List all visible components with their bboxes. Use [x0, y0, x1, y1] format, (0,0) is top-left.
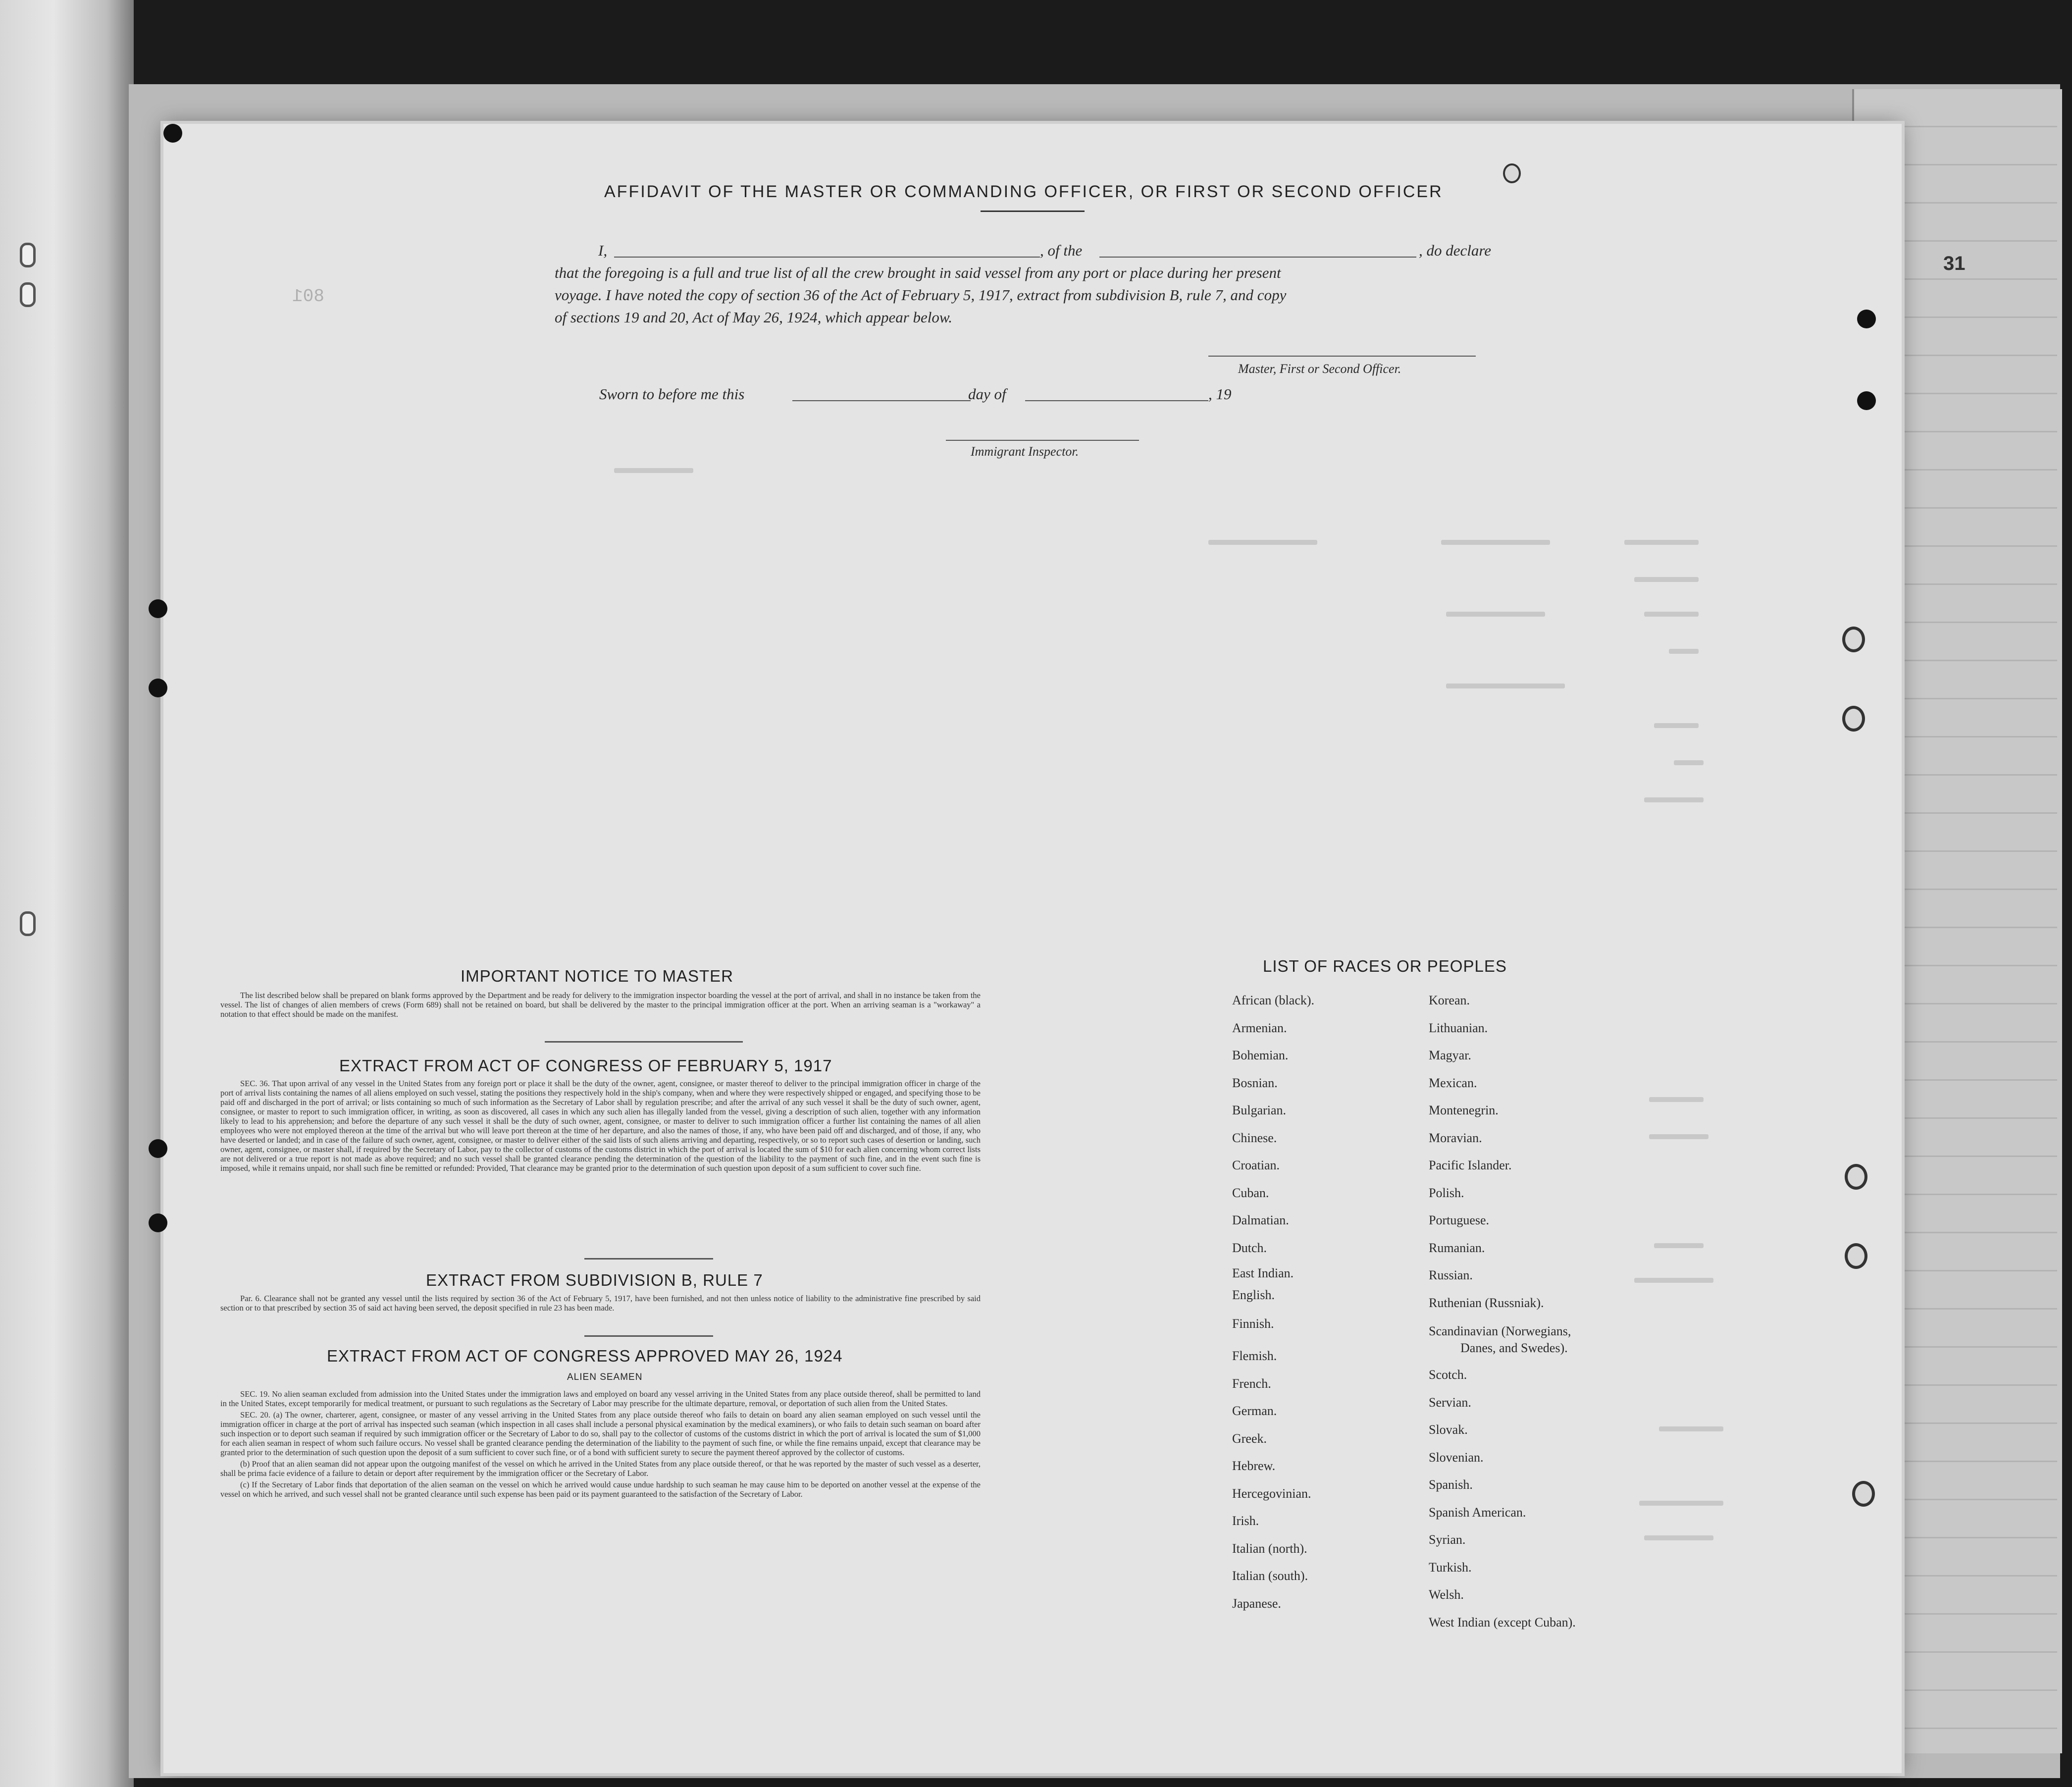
- race-item: Finnish.: [1232, 1316, 1274, 1331]
- bleed-through-mark: [1654, 723, 1699, 728]
- sec-20a: SEC. 20. (a) The owner, charterer, agent, consignee, or master of any vessel arriving in the United States from any place outside thereof who fails to detain on board any alien seaman employed on such vessel until the immigration officer in charge at the port of arrival has inspected such seaman (which inspection in all cases shall include a personal physical examination by the medical examiners), or who fails to detain such seaman on board after such inspection or to deport such seaman if required by such immigration officer or the Secretary of Labor to do so, shall pay to the collector of customs of the customs district in which the port of arrival is located the sum of $1,000 for each alien seaman in respect of whom such failure occurs. No vessel shall be granted clearance pending the determination of the liability to the payment of such fine, or while the fine remains unpaid, except that clearance may be granted prior to the determination of such question upon the deposit of a sum sufficient to cover such fine, or of a bond with sufficient surety to secure the payment thereof approved by the collector of customs.: [220, 1410, 981, 1457]
- race-item: Cuban.: [1232, 1185, 1269, 1200]
- declaration-i: I,: [598, 242, 608, 259]
- section-rule: [584, 1258, 713, 1260]
- race-item: Flemish.: [1232, 1349, 1277, 1363]
- extract-1917-title: EXTRACT FROM ACT OF CONGRESS OF FEBRUARY 5, 1917: [339, 1056, 832, 1075]
- race-item: Italian (north).: [1232, 1541, 1307, 1556]
- race-item: English.: [1232, 1288, 1275, 1302]
- name-blank[interactable]: [614, 257, 1040, 258]
- race-item: Dalmatian.: [1232, 1213, 1289, 1227]
- rule7-text: [220, 1294, 981, 1314]
- races-right-column: [1429, 987, 1576, 1636]
- bleed-through-mark: [1634, 1278, 1713, 1283]
- declaration-line-2: that the foregoing is a full and true list of all the crew brought in said vessel from any port or place during her present: [555, 264, 1281, 281]
- race-item: Rumanian.: [1429, 1240, 1485, 1255]
- race-item: Chinese.: [1232, 1130, 1277, 1145]
- declaration-line-4: of sections 19 and 20, Act of May 26, 1924, which appear below.: [555, 309, 953, 326]
- race-item: Moravian.: [1429, 1130, 1482, 1145]
- sec-20c: (c) If the Secretary of Labor finds that deportation of the alien seaman on the vessel on which he arrived would cause undue hardship to such seaman he may cause him to be deported on another vessel at the expense of the vessel on which he arrived, and such vessel shall not be granted clearance until such expense has been paid or its payment guaranteed to the satisfaction of the Secretary of Labor.: [220, 1480, 981, 1499]
- declaration-of-the: , of the: [1040, 242, 1083, 259]
- race-item: French.: [1232, 1376, 1271, 1391]
- eyelet: [1842, 627, 1865, 652]
- races-left-column: [1232, 987, 1314, 1617]
- race-item: Slovak.: [1429, 1422, 1468, 1437]
- eyelet: [1845, 1243, 1867, 1269]
- race-item: Hebrew.: [1232, 1459, 1276, 1473]
- extract-1917-text: [220, 1079, 981, 1175]
- eyelet: [1845, 1164, 1867, 1190]
- race-item: Montenegrin.: [1429, 1103, 1499, 1117]
- bleed-through-mark: [1669, 649, 1699, 654]
- sworn-year: , 19: [1208, 385, 1232, 403]
- race-item: Bosnian.: [1232, 1075, 1278, 1090]
- race-item: West Indian (except Cuban).: [1429, 1615, 1576, 1629]
- ruled-lines: [1894, 89, 2057, 1753]
- races-title: LIST OF RACES OR PEOPLES: [1263, 957, 1507, 975]
- extract-1924-text: [220, 1389, 981, 1501]
- bleed-through-mark: [1446, 612, 1545, 617]
- eyelet: [1503, 163, 1521, 183]
- extract-1924-subtitle: ALIEN SEAMEN: [567, 1372, 643, 1382]
- race-item: Bulgarian.: [1232, 1103, 1287, 1117]
- bleed-through-mark: [1624, 540, 1699, 545]
- race-item: Polish.: [1429, 1185, 1464, 1200]
- inspector-signature-line[interactable]: [946, 440, 1139, 441]
- bleed-through-mark: [1644, 612, 1699, 617]
- bleed-through-number: 801: [292, 286, 324, 307]
- sworn-day-of: day of: [968, 385, 1006, 403]
- race-item: Servian.: [1429, 1395, 1471, 1410]
- section-rule: [584, 1335, 713, 1337]
- race-item: Croatian.: [1232, 1158, 1280, 1172]
- affidavit-title: AFFIDAVIT OF THE MASTER OR COMMANDING OFFICER, OR FIRST OR SECOND OFFICER: [604, 182, 1443, 201]
- binder-hole: [20, 243, 36, 267]
- punch-hole: [149, 599, 167, 618]
- race-item: Spanish.: [1429, 1477, 1473, 1492]
- race-item: Mexican.: [1429, 1075, 1477, 1090]
- race-item: Bohemian.: [1232, 1048, 1289, 1062]
- page-number: 31: [1943, 253, 1966, 274]
- race-item: Armenian.: [1232, 1020, 1287, 1035]
- bleed-through-mark: [1639, 1501, 1723, 1506]
- race-item: Portuguese.: [1429, 1213, 1490, 1227]
- bleed-through-mark: [1649, 1134, 1709, 1139]
- bleed-through-mark: [1208, 540, 1317, 545]
- race-item: African (black).: [1232, 993, 1315, 1007]
- race-item: East Indian.: [1232, 1266, 1294, 1280]
- punch-hole: [1857, 391, 1876, 410]
- rule7-paragraph: Par. 6. Clearance shall not be granted any vessel until the lists required by section 36 of the Act of February 5, 1917, have been furnished, and not then unless notice of liability to the administrative fine prescribed by said section or to that prescribed by section 35 of said act having been served, the deposit specified in rule 23 has been made.: [220, 1294, 981, 1313]
- sec-19: SEC. 19. No alien seaman excluded from admission into the United States under the immigration laws and employed on board any vessel arriving in the United States from any place outside thereof, shall be permitted to land in the United States, except temporarily for medical treatment, or pursuant to such regulations as the Secretary of Labor may prescribe for the ultimate departure, removal, or deportation of such alien from the United States.: [220, 1389, 981, 1408]
- master-signature-line[interactable]: [1208, 356, 1476, 357]
- punch-hole: [149, 1139, 167, 1158]
- race-item: Turkish.: [1429, 1560, 1472, 1575]
- eyelet: [1852, 1481, 1875, 1507]
- extract-1917-paragraph: SEC. 36. That upon arrival of any vessel in the United States from any foreign port or place it shall be the duty of the owner, agent, consignee, or master thereof to deliver to the principal immigration officer in charge of the port of arrival lists containing the names of all aliens employed on such vessel, stating the positions they respectively hold in the ship's company, when and where they were respectively shipped or engaged, and specifying those to be paid off and discharged in the port of arrival; or lists containing so much of such information as the Secretary of Labor shall by regulation prescribe; and after the arrival of any such vessel it shall be the duty of such owner, agent, consignee, or master to report to such immigration officer, in writing, as soon as discovered, all cases in which any such alien has illegally landed from the vessel, giving a description of such alien, together with any information likely to lead to his apprehension; and before the departure of any such vessel it shall be the duty of such owner, agent, consignee, or master to deliver to such immigration officer a further list containing the names of all alien employees who were not employed thereon at the time of the arrival but who will leave port thereon at the time of her departure, and also the names of those, if any, who have been paid off and discharged, and of those, if any, who have deserted or landed; and in case of the failure of such owner, agent, consignee, or master to deliver either of the said lists of such aliens arriving and departing, respectively, or so to report such cases of desertion or landing, such owner, agent, consignee, or master shall, if required by the Secretary of Labor, pay to the collector of customs of the customs district in which the port of arrival is located the sum of $10 for each alien concerning whom correct lists are not delivered or a true report is not made as above required; and no such vessel shall be granted clearance pending the determination of the question of the liability to the payment of such fine, and in the event such fine is imposed, while it remains unpaid, nor shall such fine be remitted or refunded: Provided, That clearance may be granted prior to the determination of such question upon deposit of a sum sufficient to cover such fine.: [220, 1079, 981, 1173]
- race-item: Greek.: [1232, 1431, 1267, 1446]
- race-item: Japanese.: [1232, 1596, 1281, 1611]
- race-item: Lithuanian.: [1429, 1020, 1488, 1035]
- race-item: Irish.: [1232, 1514, 1259, 1528]
- race-item: Korean.: [1429, 993, 1470, 1007]
- rule7-title: EXTRACT FROM SUBDIVISION B, RULE 7: [426, 1271, 763, 1289]
- bleed-through-mark: [1649, 1097, 1704, 1102]
- race-item: Italian (south).: [1232, 1569, 1308, 1583]
- master-signature-label: Master, First or Second Officer.: [1238, 362, 1401, 376]
- declaration-do-declare: , do declare: [1419, 242, 1492, 259]
- punch-hole: [149, 1213, 167, 1232]
- notice-paragraph: The list described below shall be prepared on blank forms approved by the Department and be ready for delivery to the immigration inspector boarding the vessel at the port of arrival, and shall in no instance be taken from the vessel. The list of changes of alien members of crews (Form 689) shall not be retained on board, but shall be delivered by the master to the principal immigration officer at the port. When an arriving seaman is a "workaway" a notation to that effect should be made on the manifest.: [220, 991, 981, 1019]
- vessel-blank[interactable]: [1099, 257, 1416, 258]
- race-item: Pacific Islander.: [1429, 1158, 1512, 1172]
- sec-20b: (b) Proof that an alien seaman did not appear upon the outgoing manifest of the vessel on which he arrived in the United States from any place outside thereof, or that he was reported by the master of such vessel as a deserter, shall be prima facie evidence of a failure to detain or deport after requirement by the immigration officer or the Secretary of Labor.: [220, 1459, 981, 1478]
- bleed-through-mark: [1644, 1535, 1713, 1540]
- bleed-through-mark: [1654, 1243, 1704, 1248]
- race-item: Hercegovinian.: [1232, 1486, 1311, 1501]
- underlying-page-edge: [0, 0, 134, 1787]
- sworn-day-blank[interactable]: [792, 400, 971, 401]
- race-item: Slovenian.: [1429, 1450, 1484, 1465]
- race-item: Russian.: [1429, 1268, 1473, 1282]
- bleed-through-mark: [1674, 760, 1704, 765]
- inspector-signature-label: Immigrant Inspector.: [971, 444, 1079, 459]
- race-item: Scotch.: [1429, 1367, 1467, 1382]
- race-item: Danes, and Swedes).: [1460, 1341, 1568, 1355]
- race-item: Dutch.: [1232, 1240, 1267, 1255]
- race-item: Welsh.: [1429, 1587, 1464, 1602]
- notice-title: IMPORTANT NOTICE TO MASTER: [461, 967, 734, 985]
- notice-text: [220, 991, 981, 1021]
- race-item: Syrian.: [1429, 1532, 1466, 1547]
- race-item: Spanish American.: [1429, 1505, 1526, 1520]
- race-item: German.: [1232, 1404, 1277, 1418]
- binder-hole: [20, 911, 36, 936]
- declaration-line-3: voyage. I have noted the copy of section 36 of the Act of February 5, 1917, extract from subdivision B, rule 7, and copy: [555, 286, 1287, 304]
- punch-hole: [149, 679, 167, 697]
- race-item: Magyar.: [1429, 1048, 1471, 1062]
- race-item: Ruthenian (Russniak).: [1429, 1295, 1544, 1310]
- sworn-text: Sworn to before me this: [599, 385, 745, 403]
- binder-hole: [20, 282, 36, 307]
- bleed-through-mark: [1659, 1426, 1723, 1431]
- bleed-through-mark: [1441, 540, 1550, 545]
- bleed-through-mark: [1634, 577, 1699, 582]
- bleed-through-mark: [1446, 683, 1565, 688]
- punch-hole: [1857, 310, 1876, 328]
- manifest-page: [163, 124, 1902, 1773]
- title-rule: [981, 210, 1085, 212]
- eyelet: [1842, 706, 1865, 732]
- race-item: Scandinavian (Norwegians,: [1429, 1324, 1571, 1338]
- bleed-through-mark: [614, 468, 693, 473]
- extract-1924-title: EXTRACT FROM ACT OF CONGRESS APPROVED MAY 26, 1924: [327, 1347, 843, 1365]
- bleed-through-mark: [1644, 797, 1704, 802]
- section-rule: [545, 1041, 743, 1043]
- sworn-month-blank[interactable]: [1025, 400, 1208, 401]
